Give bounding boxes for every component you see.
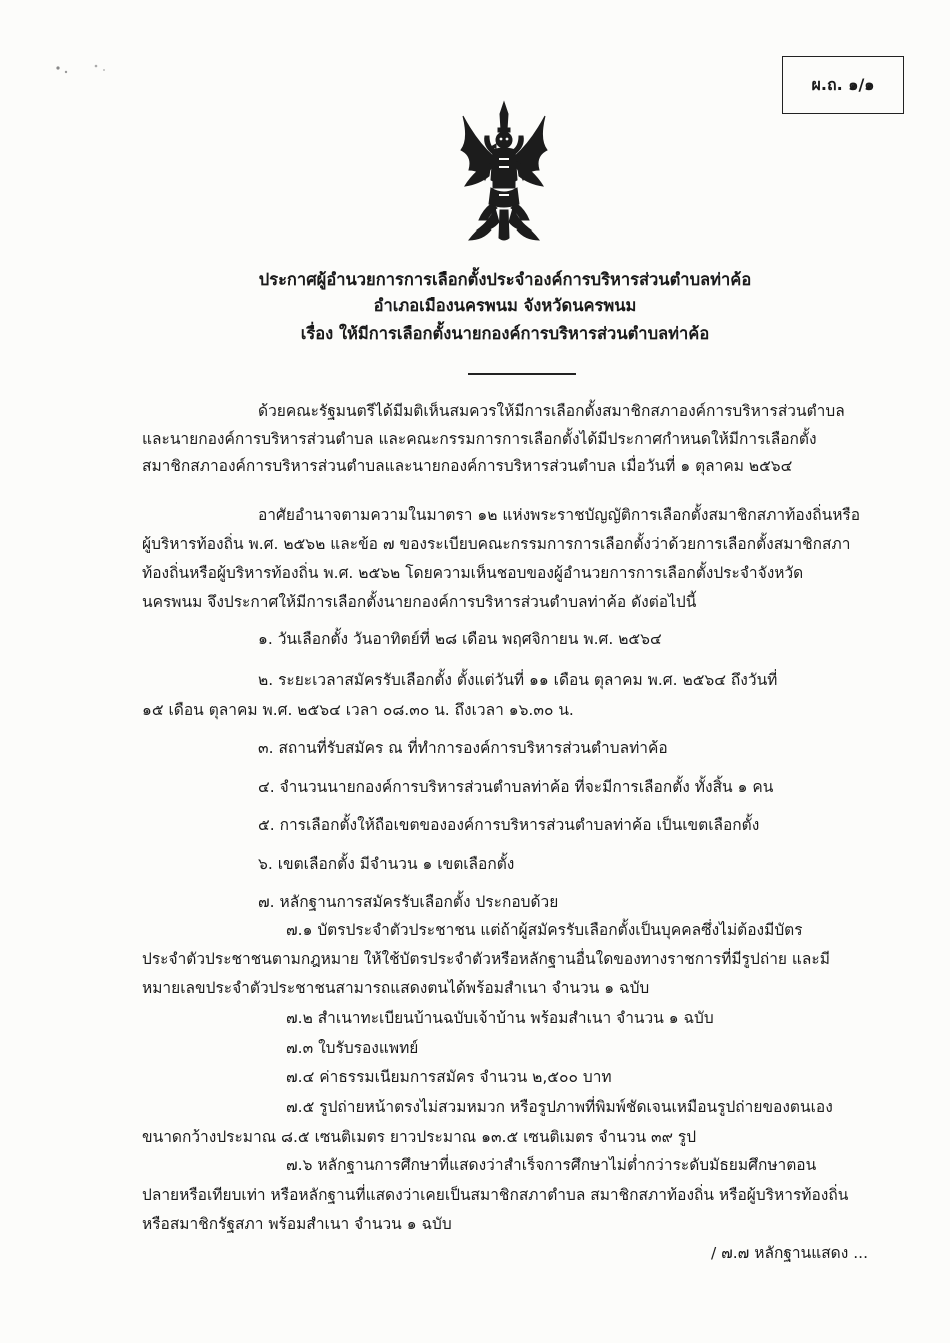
para-2-line-3: ท้องถิ่นหรือผู้บริหารท้องถิ่น พ.ศ. ๒๕๖๒ โดยความเห็นชอบของผู้อำนวยการการเลือกตั้งประจำจังหวัด <box>142 564 804 582</box>
para-2-line-1: อาศัยอำนาจตามความในมาตรา ๑๒ แห่งพระราชบัญญัติการเลือกตั้งสมาชิกสภาท้องถิ่นหรือ <box>258 506 861 524</box>
item-7-6-line-3: หรือสมาชิกรัฐสภา พร้อมสำเนา จำนวน ๑ ฉบับ <box>142 1215 452 1233</box>
item-3: ๓. สถานที่รับสมัคร ณ ที่ทำการองค์การบริหารส่วนตำบลท่าค้อ <box>258 739 668 757</box>
item-4: ๔. จำนวนนายกองค์การบริหารส่วนตำบลท่าค้อ ที่จะมีการเลือกตั้ง ทั้งสิ้น ๑ คน <box>258 778 774 796</box>
item-7-5-line-1: ๗.๕ รูปถ่ายหน้าตรงไม่สวมหมวก หรือรูปภาพที่พิมพ์ชัดเจนเหมือนรูปถ่ายของตนเอง <box>286 1098 833 1116</box>
item-5: ๕. การเลือกตั้งให้ถือเขตขององค์การบริหารส่วนตำบลท่าค้อ เป็นเขตเลือกตั้ง <box>258 816 760 834</box>
heading-line-1: ประกาศผู้อำนวยการการเลือกตั้งประจำองค์การบริหารส่วนตำบลท่าค้อ <box>258 270 752 289</box>
item-7-3: ๗.๓ ใบรับรองแพทย์ <box>286 1039 419 1057</box>
garuda-emblem-icon <box>455 100 553 242</box>
item-7-1-line-2: ประจำตัวประชาชนตามกฎหมาย ให้ใช้บัตรประจำตัวหรือหลักฐานอื่นใดของทางราชการที่มีรูปถ่าย และมี <box>142 950 830 968</box>
item-7: ๗. หลักฐานการสมัครรับเลือกตั้ง ประกอบด้วย <box>258 893 559 911</box>
item-1: ๑. วันเลือกตั้ง วันอาทิตย์ที่ ๒๘ เดือน พฤศจิกายน พ.ศ. ๒๕๖๔ <box>258 630 662 648</box>
item-2-line-1: ๒. ระยะเวลาสมัครรับเลือกตั้ง ตั้งแต่วันที่ ๑๑ เดือน ตุลาคม พ.ศ. ๒๕๖๔ ถึงวันที่ <box>258 671 778 689</box>
item-7-1-line-1: ๗.๑ บัตรประจำตัวประชาชน แต่ถ้าผู้สมัครรับเลือกตั้งเป็นบุคคลซึ่งไม่ต้องมีบัตร <box>286 921 803 939</box>
heading-line-3: เรื่อง ให้มีการเลือกตั้งนายกองค์การบริหารส่วนตำบลท่าค้อ <box>300 324 710 343</box>
continuation-note: / ๗.๗ หลักฐานแสดง ... <box>710 1244 868 1262</box>
heading-divider <box>468 373 576 375</box>
item-7-1-line-3: หมายเลขประจำตัวประชาชนสามารถแสดงตนได้พร้อมสำเนา จำนวน ๑ ฉบับ <box>142 979 650 997</box>
para-1-line-2: และนายกองค์การบริหารส่วนตำบล และคณะกรรมการการเลือกตั้งได้มีประกาศกำหนดให้มีการเลือกตั้ง <box>142 430 817 448</box>
para-1-line-3: สมาชิกสภาองค์การบริหารส่วนตำบลและนายกองค์การบริหารส่วนตำบล เมื่อวันที่ ๑ ตุลาคม ๒๕๖๔ <box>142 457 793 475</box>
para-1-line-1: ด้วยคณะรัฐมนตรีได้มีมติเห็นสมควรให้มีการเลือกตั้งสมาชิกสภาองค์การบริหารส่วนตำบล <box>258 402 845 420</box>
para-2-line-2: ผู้บริหารท้องถิ่น พ.ศ. ๒๕๖๒ และข้อ ๗ ของระเบียบคณะกรรมการการเลือกตั้งว่าด้วยการเลือกตั้งสมาชิกสภา <box>142 535 851 553</box>
scan-specks <box>52 58 122 86</box>
item-7-4: ๗.๔ ค่าธรรมเนียมการสมัคร จำนวน ๒,๕๐๐ บาท <box>286 1068 612 1086</box>
item-7-6-line-2: ปลายหรือเทียบเท่า หรือหลักฐานที่แสดงว่าเคยเป็นสมาชิกสภาตำบล สมาชิกสภาท้องถิ่น หรือผู้บริหารท้องถิ่น <box>142 1186 849 1204</box>
item-7-2: ๗.๒ สำเนาทะเบียนบ้านฉบับเจ้าบ้าน พร้อมสำเนา จำนวน ๑ ฉบับ <box>286 1009 714 1027</box>
form-code-box <box>782 56 904 114</box>
para-2-line-4: นครพนม จึงประกาศให้มีการเลือกตั้งนายกองค์การบริหารส่วนตำบลท่าค้อ ดังต่อไปนี้ <box>142 593 697 611</box>
item-7-6-line-1: ๗.๖ หลักฐานการศึกษาที่แสดงว่าสำเร็จการศึกษาไม่ต่ำกว่าระดับมัธยมศึกษาตอน <box>286 1156 817 1174</box>
heading-line-2: อำเภอเมืองนครพนม จังหวัดนครพนม <box>373 296 637 315</box>
item-7-5-line-2: ขนาดกว้างประมาณ ๘.๕ เซนติเมตร ยาวประมาณ ๑๓.๕ เซนติเมตร จำนวน ๓๙ รูป <box>142 1128 697 1146</box>
form-code: ผ.ถ. ๑/๑ <box>811 74 875 94</box>
item-6: ๖. เขตเลือกตั้ง มีจำนวน ๑ เขตเลือกตั้ง <box>258 855 515 873</box>
item-2-line-2: ๑๕ เดือน ตุลาคม พ.ศ. ๒๕๖๔ เวลา ๐๘.๓๐ น. ถึงเวลา ๑๖.๓๐ น. <box>142 701 574 719</box>
